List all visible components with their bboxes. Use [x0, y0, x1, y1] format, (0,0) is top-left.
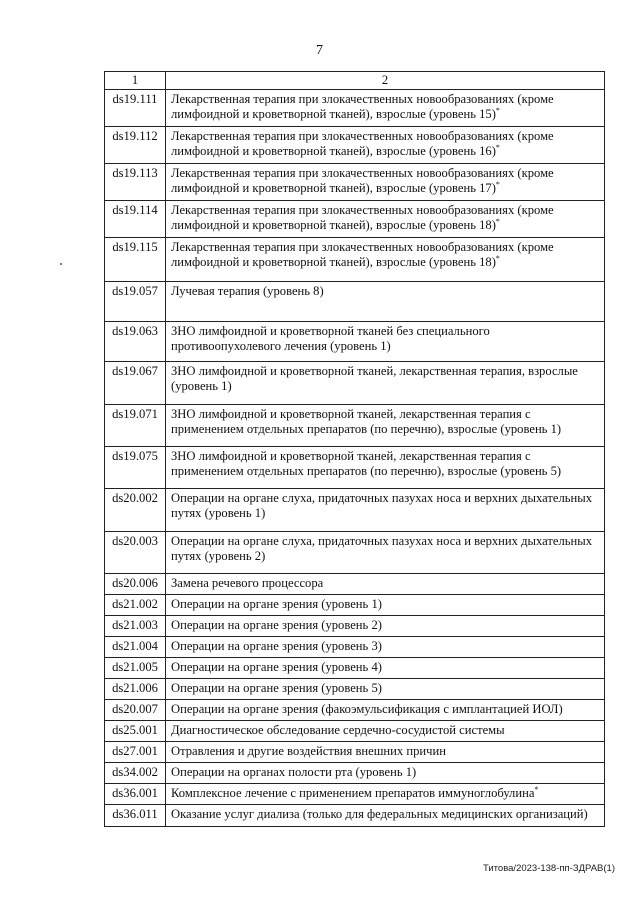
- row-description-text: ЗНО лимфоидной и кроветворной тканей без специального противоопухолевого лечения (уровень 1): [171, 324, 490, 353]
- row-description-text: Лучевая терапия (уровень 8): [171, 284, 324, 298]
- row-description: [166, 90, 605, 127]
- row-code: ds21.004: [105, 637, 166, 658]
- row-code: ds19.063: [105, 322, 166, 362]
- row-description: [166, 405, 605, 447]
- row-description: [166, 763, 605, 784]
- row-code: ds21.006: [105, 679, 166, 700]
- row-code: ds27.001: [105, 742, 166, 763]
- row-code: ds19.115: [105, 238, 166, 282]
- row-description-text: Операции на органе слуха, придаточных пазухах носа и верхних дыхательных путях (уровень 1): [171, 491, 592, 520]
- row-description: [166, 447, 605, 489]
- row-code: ds20.007: [105, 700, 166, 721]
- row-description-text: Лекарственная терапия при злокачественных новообразованиях (кроме лимфоидной и кроветворной тканей), взрослые (уровень 18): [171, 203, 554, 232]
- table-row: [105, 679, 605, 700]
- row-code: ds36.011: [105, 805, 166, 827]
- row-description: [166, 784, 605, 805]
- row-code: ds19.113: [105, 164, 166, 201]
- footnote-mark: *: [495, 216, 500, 226]
- footnote-mark: *: [495, 253, 500, 263]
- row-description: [166, 164, 605, 201]
- table-row: [105, 805, 605, 827]
- table-row: [105, 164, 605, 201]
- row-description: [166, 616, 605, 637]
- table-row: [105, 90, 605, 127]
- table-row: [105, 362, 605, 405]
- row-description-text: Операции на органе зрения (уровень 3): [171, 639, 382, 653]
- table-row: [105, 201, 605, 238]
- footnote-mark: *: [495, 105, 500, 115]
- row-description-text: Лекарственная терапия при злокачественных новообразованиях (кроме лимфоидной и кроветворной тканей), взрослые (уровень 17): [171, 166, 554, 195]
- row-description-text: Операции на органе зрения (факоэмульсификация с имплантацией ИОЛ): [171, 702, 563, 716]
- row-description-text: Операции на органе зрения (уровень 4): [171, 660, 382, 674]
- row-description: [166, 201, 605, 238]
- row-description-text: ЗНО лимфоидной и кроветворной тканей, лекарственная терапия с применением отдельных препаратов (по перечню), взрослые (уровень 1): [171, 407, 562, 436]
- document-footer: Титова/2023-138-пп-ЗДРАВ(1): [482, 863, 615, 874]
- row-code: ds19.057: [105, 282, 166, 322]
- row-description: [166, 489, 605, 532]
- footnote-mark: *: [534, 784, 539, 794]
- row-description-text: Диагностическое обследование сердечно-сосудистой системы: [171, 723, 505, 737]
- row-code: ds21.003: [105, 616, 166, 637]
- row-description-text: Операции на органах полости рта (уровень 1): [171, 765, 417, 779]
- row-description: [166, 637, 605, 658]
- row-description-text: Лекарственная терапия при злокачественных новообразованиях (кроме лимфоидной и кроветворной тканей), взрослые (уровень 15): [171, 92, 554, 121]
- scan-speck: [60, 263, 62, 265]
- row-code: ds36.001: [105, 784, 166, 805]
- table-row: [105, 700, 605, 721]
- row-description: [166, 805, 605, 827]
- page-number: 7: [316, 43, 323, 58]
- footnote-mark: *: [495, 179, 500, 189]
- row-code: ds20.002: [105, 489, 166, 532]
- row-description-text: Операции на органе зрения (уровень 2): [171, 618, 382, 632]
- row-code: ds19.111: [105, 90, 166, 127]
- header-col-2: 2: [166, 72, 605, 90]
- tariff-table: [104, 71, 605, 827]
- table-row: [105, 405, 605, 447]
- table-row: [105, 238, 605, 282]
- table-row: [105, 742, 605, 763]
- table-row: [105, 784, 605, 805]
- table-row: [105, 127, 605, 164]
- row-description: [166, 700, 605, 721]
- row-description-text: ЗНО лимфоидной и кроветворной тканей, лекарственная терапия с применением отдельных препаратов (по перечню), взрослые (уровень 5): [171, 449, 562, 478]
- table-row: [105, 322, 605, 362]
- table-row: [105, 447, 605, 489]
- row-description: [166, 679, 605, 700]
- row-description-text: Операции на органе слуха, придаточных пазухах носа и верхних дыхательных путях (уровень 2): [171, 534, 592, 563]
- table-row: [105, 721, 605, 742]
- table-row: [105, 532, 605, 574]
- table-row: [105, 616, 605, 637]
- row-code: ds25.001: [105, 721, 166, 742]
- row-description-text: Лекарственная терапия при злокачественных новообразованиях (кроме лимфоидной и кроветворной тканей), взрослые (уровень 16): [171, 129, 554, 158]
- row-description-text: Операции на органе зрения (уровень 1): [171, 597, 382, 611]
- row-description: [166, 721, 605, 742]
- row-description-text: Замена речевого процессора: [171, 576, 324, 590]
- row-description: [166, 574, 605, 595]
- row-description: [166, 322, 605, 362]
- row-description-text: Операции на органе зрения (уровень 5): [171, 681, 382, 695]
- row-description: [166, 532, 605, 574]
- table-row: [105, 574, 605, 595]
- row-description-text: Оказание услуг диализа (только для федеральных медицинских организаций): [171, 807, 588, 821]
- table-row: [105, 595, 605, 616]
- row-description: [166, 595, 605, 616]
- row-code: ds19.067: [105, 362, 166, 405]
- row-description: [166, 742, 605, 763]
- row-description-text: Отравления и другие воздействия внешних причин: [171, 744, 446, 758]
- row-description: [166, 658, 605, 679]
- row-description-text: Комплексное лечение с применением препаратов иммуноглобулина: [171, 786, 535, 800]
- footnote-mark: *: [495, 142, 500, 152]
- row-description: [166, 282, 605, 322]
- row-code: ds34.002: [105, 763, 166, 784]
- row-code: ds20.003: [105, 532, 166, 574]
- table-row: [105, 282, 605, 322]
- row-code: ds19.114: [105, 201, 166, 238]
- table-row: [105, 763, 605, 784]
- table-row: [105, 637, 605, 658]
- table-row: [105, 489, 605, 532]
- row-code: ds21.002: [105, 595, 166, 616]
- row-code: ds21.005: [105, 658, 166, 679]
- table-row: [105, 658, 605, 679]
- row-code: ds20.006: [105, 574, 166, 595]
- row-description-text: Лекарственная терапия при злокачественных новообразованиях (кроме лимфоидной и кроветворной тканей), взрослые (уровень 18): [171, 240, 554, 269]
- row-description: [166, 238, 605, 282]
- row-code: ds19.071: [105, 405, 166, 447]
- row-description-text: ЗНО лимфоидной и кроветворной тканей, лекарственная терапия, взрослые (уровень 1): [171, 364, 578, 393]
- row-code: ds19.075: [105, 447, 166, 489]
- row-description: [166, 362, 605, 405]
- row-description: [166, 127, 605, 164]
- header-col-1: 1: [105, 72, 166, 90]
- table-header-row: [105, 72, 605, 90]
- row-code: ds19.112: [105, 127, 166, 164]
